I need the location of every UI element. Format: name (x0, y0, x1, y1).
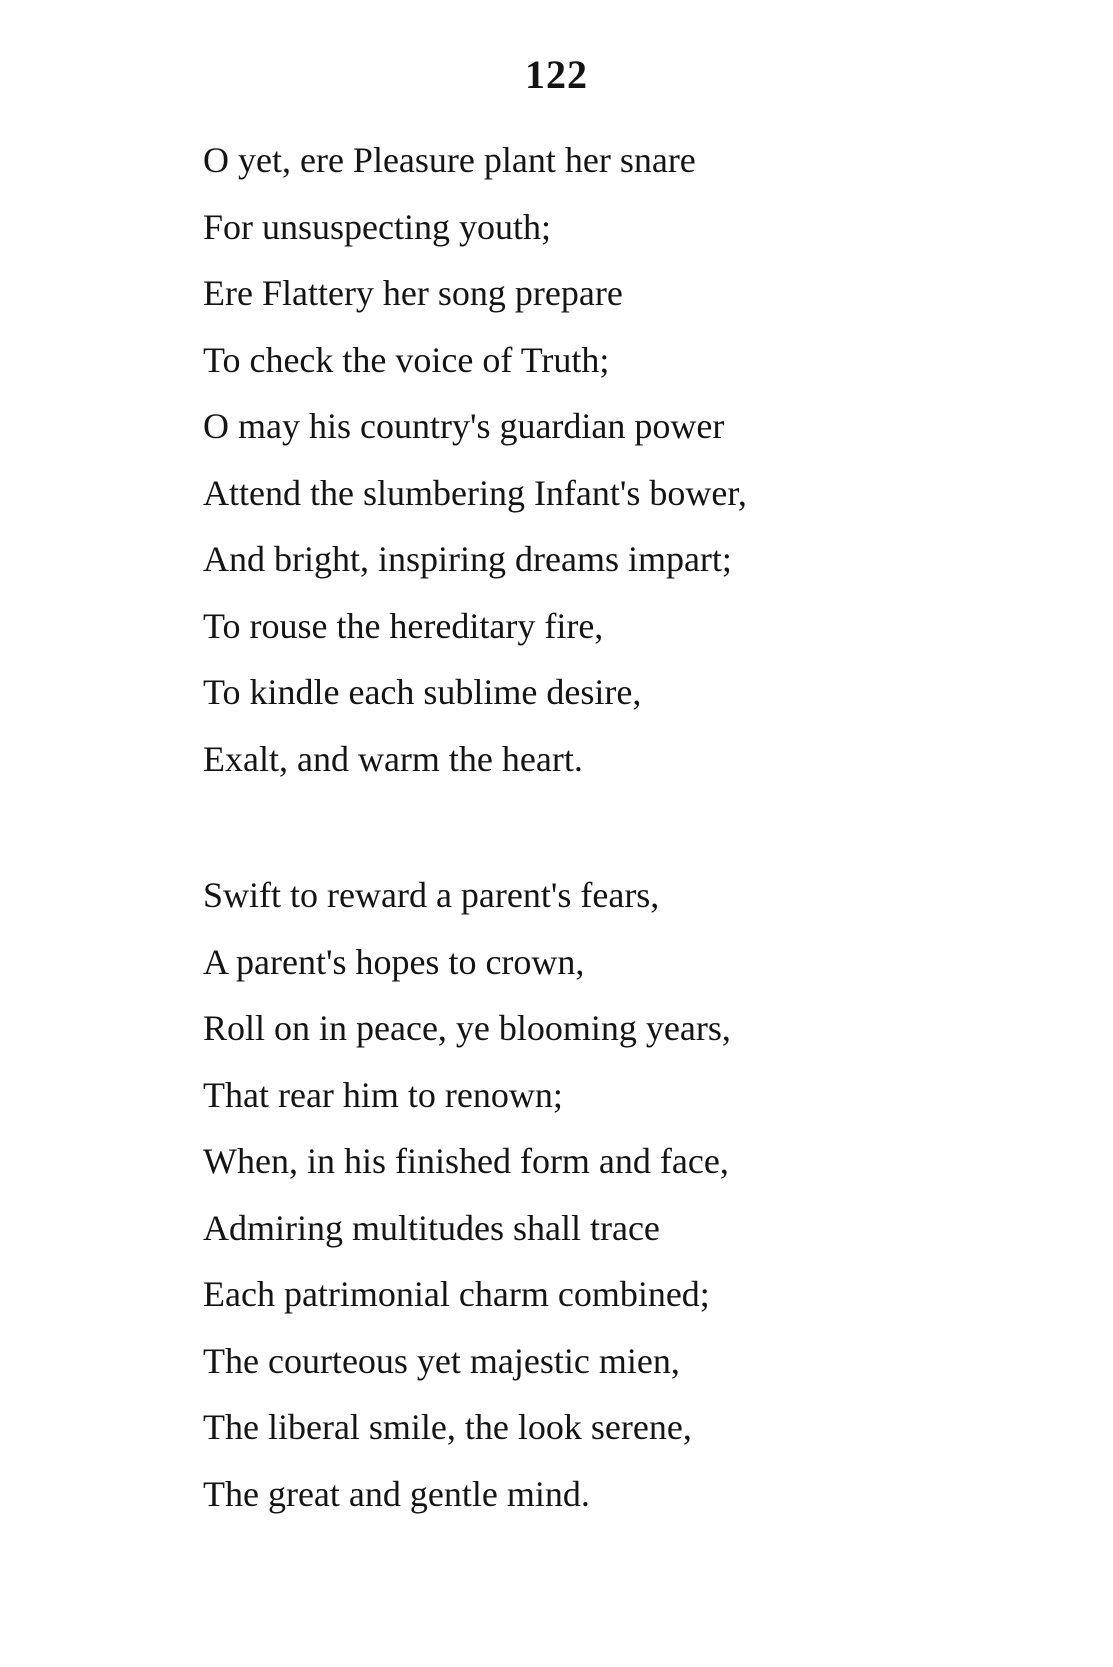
verse-line: When, in his finished form and face, (203, 1141, 729, 1181)
page-number: 122 (525, 52, 588, 97)
verse-line: The courteous yet majestic mien, (203, 1340, 680, 1381)
verse-line: Roll on in peace, ye blooming years, (203, 1008, 731, 1048)
verse-line: For unsuspecting youth; (203, 206, 551, 247)
stanza-2 (203, 870, 731, 1535)
verse-line: Admiring multitudes shall trace (203, 1207, 660, 1248)
verse-line: Each patrimonial charm combined; (203, 1274, 710, 1314)
verse-line: Ere Flattery her song prepare (203, 273, 623, 313)
verse-line: To check the voice of Truth; (203, 339, 610, 380)
verse-line: The liberal smile, the look serene, (203, 1407, 692, 1447)
verse-line: Swift to reward a parent's fears, (203, 875, 660, 915)
verse-line: O yet, ere Pleasure plant her snare (203, 140, 696, 180)
verse-line: To rouse the hereditary fire, (203, 605, 604, 646)
stanza-1 (203, 135, 747, 800)
verse-line: The great and gentle mind. (203, 1473, 590, 1514)
verse-line: To kindle each sublime desire, (203, 672, 642, 712)
verse-line: Exalt, and warm the heart. (203, 738, 583, 779)
verse-line: Attend the slumbering Infant's bower, (203, 472, 747, 513)
verse-line: That rear him to renown; (203, 1074, 563, 1115)
verse-line: O may his country's guardian power (203, 406, 725, 446)
verse-line: And bright, inspiring dreams impart; (203, 539, 732, 579)
verse-line: A parent's hopes to crown, (203, 941, 585, 982)
